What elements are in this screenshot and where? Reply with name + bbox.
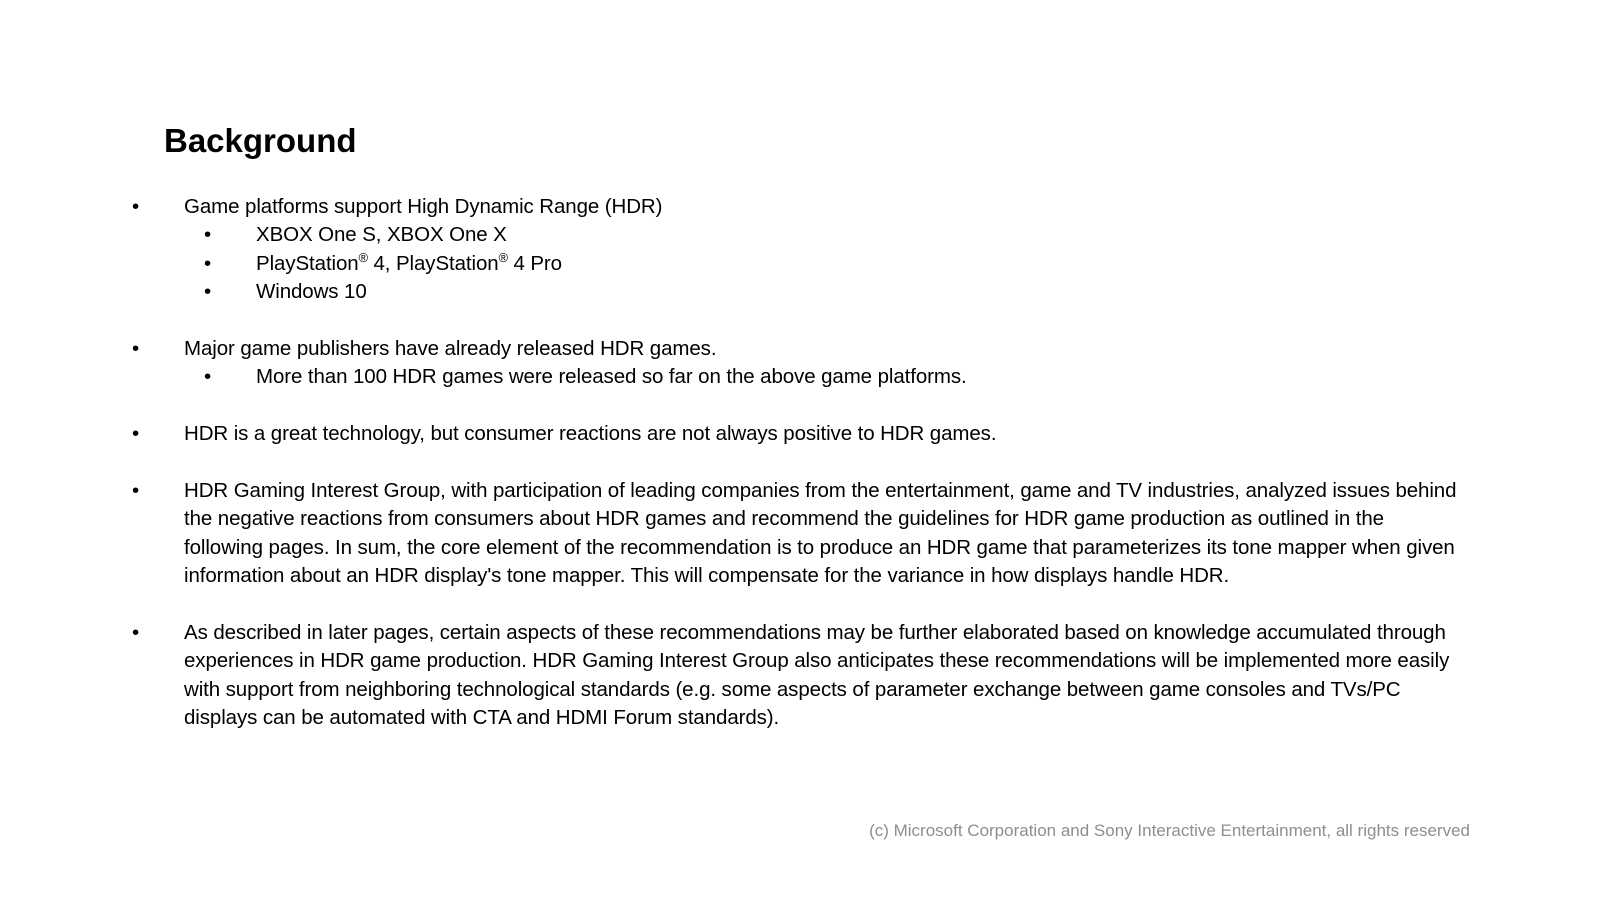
- list-item-text: More than 100 HDR games were released so far on the above game platforms.: [256, 365, 967, 389]
- bullet-group-interest-group: [131, 477, 1461, 591]
- list-item: [131, 420, 1461, 448]
- list-item: [131, 335, 1461, 363]
- bullet-group-platforms: [131, 193, 1461, 307]
- list-item-text: Windows 10: [256, 280, 367, 304]
- bullet-icon: •: [204, 223, 212, 247]
- list-subitem: [131, 221, 1461, 249]
- list-item-text: Major game publishers have already released HDR games.: [184, 337, 717, 361]
- list-subitem: [131, 278, 1461, 306]
- list-item: [131, 477, 1461, 591]
- bullet-icon: •: [204, 365, 212, 389]
- list-item-text: Game platforms support High Dynamic Range (HDR): [184, 195, 663, 218]
- bullet-list: [131, 193, 1461, 733]
- bullet-group-reactions: [131, 420, 1461, 448]
- list-item-text: PlayStation® 4, PlayStation® 4 Pro: [256, 249, 562, 275]
- list-item-text: XBOX One S, XBOX One X: [256, 223, 507, 247]
- bullet-icon: •: [132, 479, 140, 503]
- bullet-group-later-pages: [131, 619, 1461, 733]
- bullet-icon: •: [204, 251, 212, 275]
- registered-trademark-symbol: ®: [498, 249, 508, 265]
- bullet-icon: •: [132, 422, 140, 446]
- bullet-icon: •: [132, 621, 140, 645]
- page-title: Background: [164, 122, 357, 159]
- bullet-icon: •: [204, 280, 212, 304]
- bullet-icon: •: [132, 195, 140, 218]
- bullet-group-publishers: [131, 335, 1461, 392]
- bullet-icon: •: [132, 337, 140, 361]
- list-item: [131, 619, 1461, 733]
- copyright-footer: (c) Microsoft Corporation and Sony Interactive Entertainment, all rights reserved: [869, 821, 1470, 840]
- list-item-text: As described in later pages, certain aspects of these recommendations may be further elaborated based on knowledge accumulated through experiences in HDR game production. HDR Gaming Interest Group also anticipates these recommendations will be implemented more easily with support from neighboring technological standards (e.g. some aspects of parameter exchange between game consoles and TVs/PC displays can be automated with CTA and HDMI Forum standards).: [184, 621, 1450, 730]
- list-item-text: HDR is a great technology, but consumer reactions are not always positive to HDR games.: [184, 422, 997, 446]
- list-subitem: [131, 250, 1461, 278]
- list-item-text: HDR Gaming Interest Group, with participation of leading companies from the entertainment, game and TV industries, analyzed issues behind the negative reactions from consumers about HDR games and recommend the guidelines for HDR game production as outlined in the following pages. In sum, the core element of the recommendation is to produce an HDR game that parameterizes its tone mapper when given information about an HDR display's tone mapper. This will compensate for the variance in how displays handle HDR.: [184, 479, 1457, 588]
- list-subitem: [131, 363, 1461, 391]
- list-item: [131, 193, 1461, 221]
- registered-trademark-symbol: ®: [358, 249, 368, 265]
